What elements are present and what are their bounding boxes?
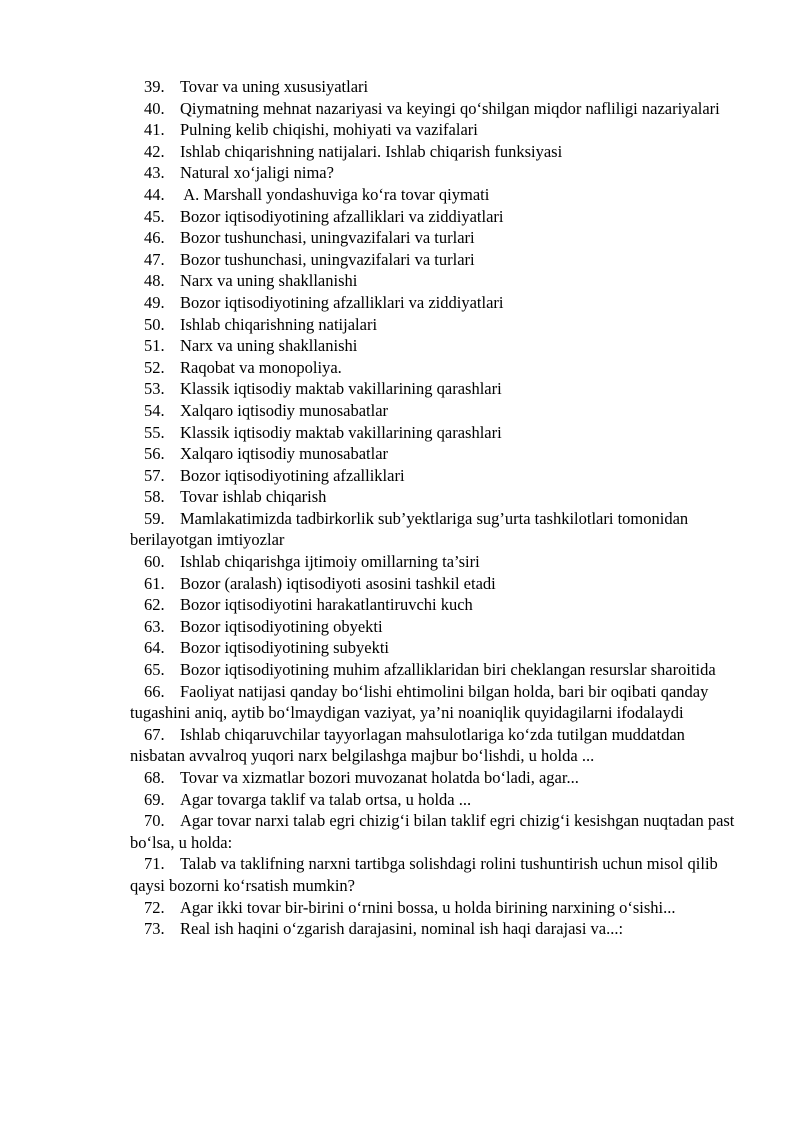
list-item (130, 443, 742, 465)
item-number: 73. (144, 919, 165, 939)
item-text: Xalqaro iqtisodiy munosabatlar (180, 400, 389, 420)
list-item (130, 918, 742, 940)
item-number: 42. (144, 141, 165, 161)
item-number: 66. (144, 681, 165, 701)
item-text: Tovar va uning xususiyatlari (180, 77, 369, 96)
list-item (130, 810, 742, 853)
item-text: Ishlab chiqarishning natijalari (180, 314, 378, 334)
item-text: Talab va taklifning narxni tartibga solishdagi rolini tushuntirish uchun misol qilib qaysi bozorni ko‘rsatish mumkin? (130, 854, 718, 895)
item-number: 59. (144, 508, 165, 528)
item-text: Bozor iqtisodiyotining afzalliklari (180, 465, 405, 485)
item-number: 72. (144, 897, 165, 917)
item-number: 63. (144, 616, 165, 636)
item-text: Agar tovarga taklif va talab ortsa, u holda ... (180, 789, 472, 809)
list-item (130, 119, 742, 141)
item-text: Agar tovar narxi talab egri chizig‘i bilan taklif egri chizig‘i kesishgan nuqtadan past bo‘lsa, u holda: (130, 811, 735, 852)
list-item (130, 594, 742, 616)
question-list (130, 76, 742, 940)
item-text: Narx va uning shakllanishi (180, 271, 358, 291)
item-number: 64. (144, 638, 165, 658)
list-item (130, 465, 742, 487)
item-number: 54. (144, 400, 165, 420)
list-item (130, 724, 742, 767)
list-item (130, 141, 742, 163)
item-number: 53. (144, 379, 165, 399)
item-number: 57. (144, 465, 165, 485)
item-number: 51. (144, 336, 165, 356)
list-item (130, 292, 742, 314)
list-item (130, 76, 742, 98)
list-item (130, 335, 742, 357)
item-text: Bozor iqtisodiyotining afzalliklari va ziddiyatlari (180, 292, 504, 312)
item-number: 70. (144, 811, 165, 831)
item-text: Qiymatning mehnat nazariyasi va keyingi qo‘shilgan miqdor nafliligi nazariyalari (180, 98, 720, 118)
item-text: Bozor iqtisodiyotining obyekti (180, 616, 383, 636)
list-item (130, 551, 742, 573)
item-number: 61. (144, 573, 165, 593)
item-number: 48. (144, 271, 165, 291)
item-text: Pulning kelib chiqishi, mohiyati va vazifalari (180, 120, 478, 140)
item-text: A. Marshall yondashuviga ko‘ra tovar qiymati (180, 184, 490, 204)
item-number: 55. (144, 422, 165, 442)
list-item (130, 853, 742, 896)
item-number: 46. (144, 228, 165, 248)
item-number: 62. (144, 595, 165, 615)
item-text: Tovar va xizmatlar bozori muvozanat holatda bo‘ladi, agar... (180, 768, 579, 787)
item-text: Ishlab chiqarishga ijtimoiy omillarning ta’siri (180, 552, 480, 572)
item-number: 56. (144, 444, 165, 464)
list-item (130, 249, 742, 271)
item-number: 67. (144, 724, 165, 744)
item-number: 68. (144, 768, 165, 787)
list-item (130, 184, 742, 206)
item-text: Bozor iqtisodiyotini harakatlantiruvchi kuch (180, 595, 473, 615)
item-number: 71. (144, 854, 165, 874)
list-item (130, 681, 742, 724)
item-text: Ishlab chiqarishning natijalari. Ishlab chiqarish funksiyasi (180, 141, 563, 161)
list-item (130, 789, 742, 811)
item-text: Natural xo‘jaligi nima? (180, 163, 334, 183)
item-text: Bozor tushunchasi, uningvazifalari va turlari (180, 249, 475, 269)
item-number: 47. (144, 249, 165, 269)
list-item (130, 162, 742, 184)
list-item (130, 659, 742, 681)
item-number: 69. (144, 789, 165, 809)
list-item (130, 227, 742, 249)
item-text: Bozor iqtisodiyotining subyekti (180, 638, 389, 658)
list-item (130, 400, 742, 422)
item-number: 40. (144, 98, 165, 118)
list-item (130, 270, 742, 292)
list-item (130, 206, 742, 228)
list-item (130, 767, 742, 789)
item-text: Bozor iqtisodiyotining afzalliklari va ziddiyatlari (180, 206, 504, 226)
item-number: 49. (144, 292, 165, 312)
item-text: Xalqaro iqtisodiy munosabatlar (180, 444, 389, 464)
item-text: Bozor tushunchasi, uningvazifalari va turlari (180, 228, 475, 248)
item-number: 45. (144, 206, 165, 226)
item-text: Mamlakatimizda tadbirkorlik sub’yektlariga sug’urta tashkilotlari tomonidan berilayotgan imtiyozlar (130, 508, 689, 550)
item-number: 58. (144, 487, 165, 507)
item-text: Narx va uning shakllanishi (180, 336, 358, 356)
item-text: Faoliyat natijasi qanday bo‘lishi ehtimolini bilgan holda, bari bir oqibati qanday tugashini aniq, aytib bo‘lmaydigan vaziyat, ya’ni noaniqlik quyidagilarni ifodalaydi (130, 681, 709, 723)
list-item (130, 616, 742, 638)
list-item (130, 573, 742, 595)
item-text: Ishlab chiqaruvchilar tayyorlagan mahsulotlariga ko‘zda tutilgan muddatdan nisbatan avvalroq yuqori narx belgilashga majbur bo‘lishdi, u holda ... (130, 724, 685, 766)
item-text: Klassik iqtisodiy maktab vakillarining qarashlari (180, 422, 502, 442)
item-number: 44. (144, 184, 165, 204)
item-number: 43. (144, 163, 165, 183)
item-number: 39. (144, 77, 165, 96)
item-text: Klassik iqtisodiy maktab vakillarining qarashlari (180, 379, 502, 399)
list-item (130, 357, 742, 379)
item-text: Bozor (aralash) iqtisodiyoti asosini tashkil etadi (180, 573, 496, 593)
item-text: Agar ikki tovar bir-birini o‘rnini bossa, u holda birining narxining o‘sishi... (180, 897, 676, 917)
list-item (130, 314, 742, 336)
list-item (130, 508, 742, 551)
list-item (130, 897, 742, 919)
list-item (130, 98, 742, 120)
item-number: 41. (144, 120, 165, 140)
item-text: Real ish haqini o‘zgarish darajasini, nominal ish haqi darajasi va...: (180, 919, 624, 939)
item-text: Raqobat va monopoliya. (180, 357, 342, 377)
item-number: 52. (144, 357, 165, 377)
item-text: Bozor iqtisodiyotining muhim afzalliklaridan biri cheklangan resurslar sharoitida (180, 660, 716, 680)
item-text: Tovar ishlab chiqarish (180, 487, 327, 507)
list-item (130, 378, 742, 400)
list-item (130, 486, 742, 508)
item-number: 60. (144, 552, 165, 572)
item-number: 50. (144, 314, 165, 334)
item-number: 65. (144, 660, 165, 680)
list-item (130, 637, 742, 659)
list-item (130, 422, 742, 444)
